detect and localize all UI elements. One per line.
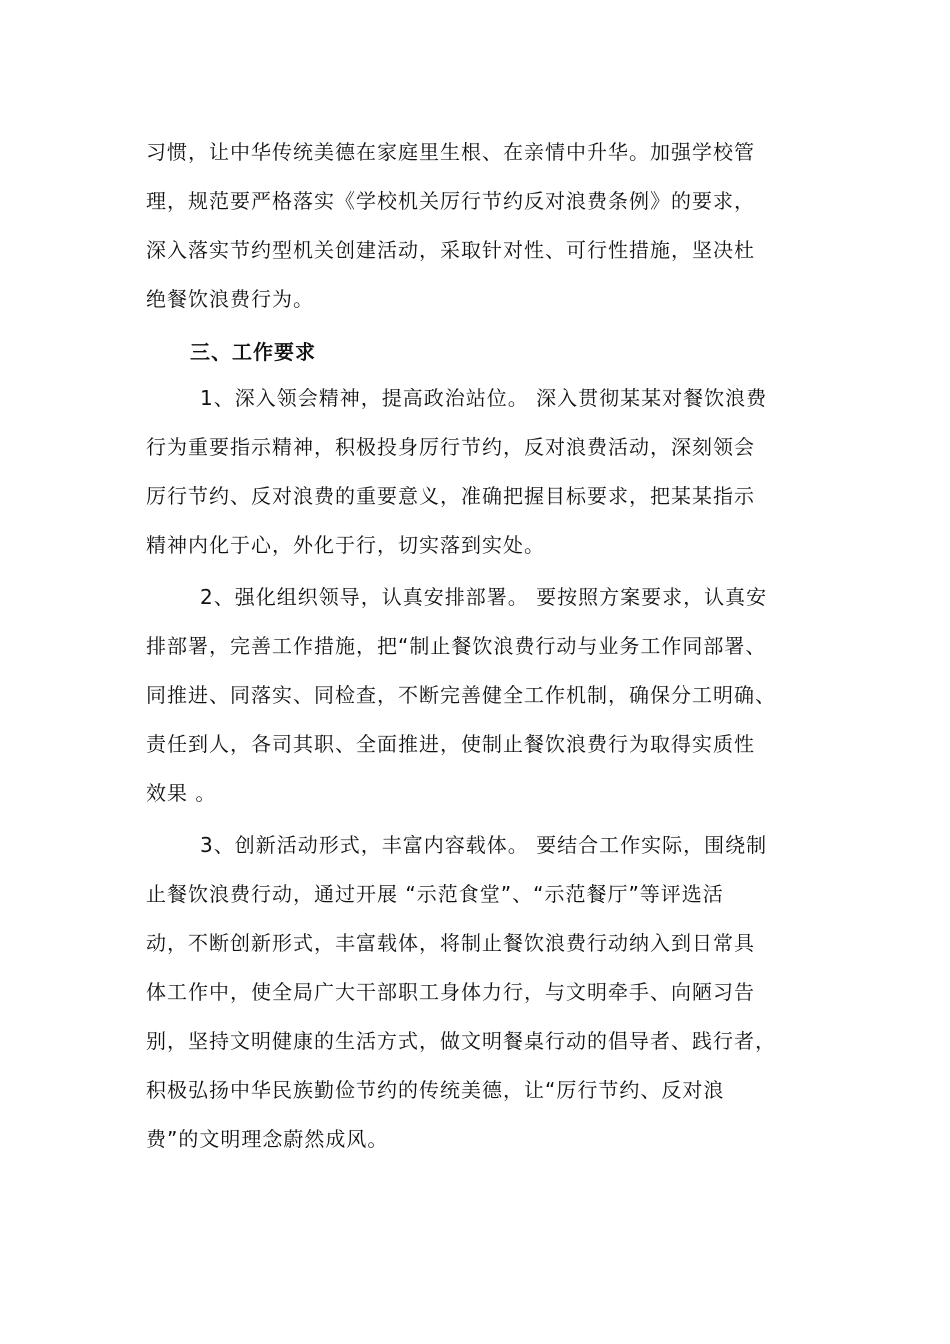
text-line-4: 绝餐饮浪费行为。 [146,287,314,311]
text-line-9: 精神内化于心，外化于行，切实落到实处。 [146,533,545,557]
text-line-7: 行为重要指示精神，积极投身厉行节约，反对浪费活动，深刻领会 [146,435,755,459]
text-line-14: 效果 。 [146,781,217,805]
text-line-21: 费”的文明理念蔚然成风。 [146,1127,389,1151]
text-line-17: 动，不断创新形式，丰富载体，将制止餐饮浪费行动纳入到日常具 [146,931,755,955]
text-line-2: 理，规范要严格落实《学校机关厉行节约反对浪费条例》的要求， [146,189,755,213]
text-line-8: 厉行节约、反对浪费的重要意义，准确把握目标要求，把某某指示 [146,484,755,508]
section-heading: 三、工作要求 [190,340,316,364]
text-line-12: 同推进、同落实、同检查，不断完善健全工作机制，确保分工明确、 [146,683,776,707]
text-line-10: 2、强化组织领导，认真安排部署。 要按照方案要求，认真安 [200,585,768,609]
text-line-13: 责任到人，各司其职、全面推进，使制止餐饮浪费行为取得实质性 [146,732,755,756]
text-line-6: 1、深入领会精神，提高政治站位。 深入贯彻某某对餐饮浪费 [200,386,768,410]
text-line-20: 积极弘扬中华民族勤俭节约的传统美德，让“厉行节约、反对浪 [146,1078,725,1102]
text-line-1: 习惯，让中华传统美德在家庭里生根、在亲情中升华。加强学校管 [146,140,755,164]
text-line-16: 止餐饮浪费行动，通过开展 “示范食堂”、“示范餐厅”等评选活 [146,882,724,906]
text-line-19: 别，坚持文明健康的生活方式，做文明餐桌行动的倡导者、践行者， [146,1029,776,1053]
text-line-3: 深入落实节约型机关创建活动，采取针对性、可行性措施，坚决杜 [146,238,755,262]
text-line-11: 排部署，完善工作措施，把“制止餐饮浪费行动与业务工作同部署、 [146,634,767,658]
text-line-18: 体工作中，使全局广大干部职工身体力行，与文明牵手、向陋习告 [146,980,755,1004]
text-line-15: 3、创新活动形式，丰富内容载体。 要结合工作实际，围绕制 [200,833,768,857]
